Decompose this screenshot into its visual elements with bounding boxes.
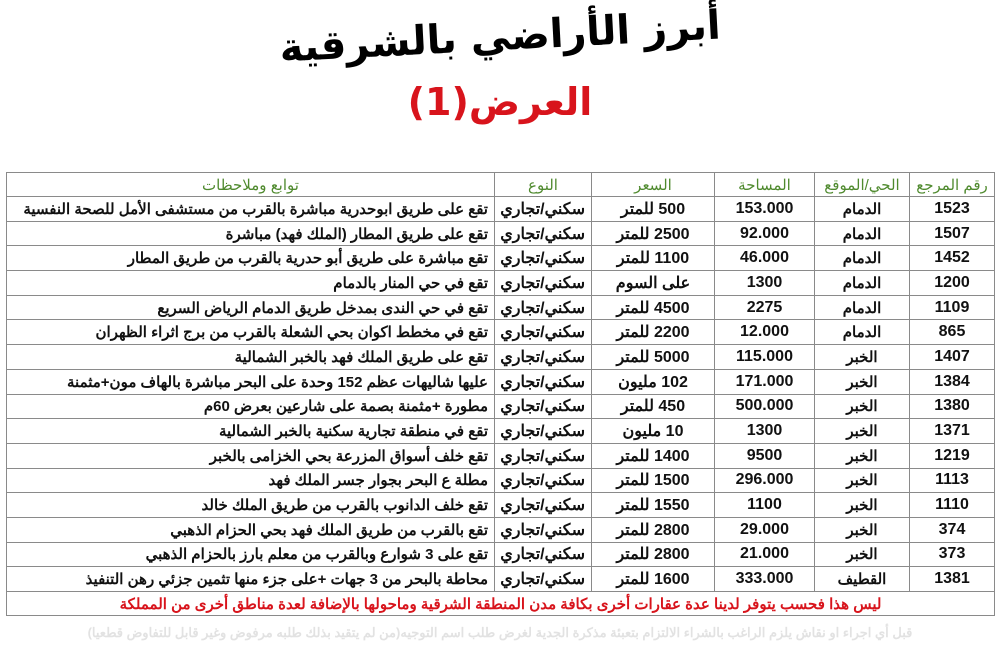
cell-type: سكني/تجاري	[495, 345, 592, 370]
cell-ref: 1384	[910, 369, 995, 394]
cell-price: 2200 للمتر	[592, 320, 715, 345]
cell-location: الدمام	[815, 295, 910, 320]
cell-notes: مطورة +مثمنة بصمة على شارعين بعرض 60م	[7, 394, 495, 419]
cell-ref: 1113	[910, 468, 995, 493]
table-row	[7, 394, 995, 419]
cell-area: 171.000	[715, 369, 815, 394]
table-row	[7, 468, 995, 493]
cell-price: 4500 للمتر	[592, 295, 715, 320]
cell-location: الدمام	[815, 221, 910, 246]
cell-ref: 1371	[910, 419, 995, 444]
cell-price: 450 للمتر	[592, 394, 715, 419]
cell-area: 115.000	[715, 345, 815, 370]
cell-location: الخبر	[815, 468, 910, 493]
cell-area: 333.000	[715, 567, 815, 592]
table-row	[7, 271, 995, 296]
cell-notes: مطلة ع البحر بجوار جسر الملك فهد	[7, 468, 495, 493]
cell-ref: 1452	[910, 246, 995, 271]
cell-price: 1600 للمتر	[592, 567, 715, 592]
cell-area: 12.000	[715, 320, 815, 345]
cell-ref: 1200	[910, 271, 995, 296]
cell-ref: 1407	[910, 345, 995, 370]
table-row	[7, 542, 995, 567]
cell-notes: تقع خلف أسواق المزرعة بحي الخزامى بالخبر	[7, 443, 495, 468]
cell-area: 46.000	[715, 246, 815, 271]
cell-type: سكني/تجاري	[495, 246, 592, 271]
cell-notes: عليها شاليهات عظم 152 وحدة على البحر مباشرة بالهاف مون+مثمنة	[7, 369, 495, 394]
table-row	[7, 295, 995, 320]
cell-location: الخبر	[815, 443, 910, 468]
header-ref: رقم المرجع	[910, 173, 995, 197]
cell-area: 21.000	[715, 542, 815, 567]
cell-type: سكني/تجاري	[495, 295, 592, 320]
cell-area: 9500	[715, 443, 815, 468]
cell-price: على السوم	[592, 271, 715, 296]
cell-notes: تقع على طريق المطار (الملك فهد) مباشرة	[7, 221, 495, 246]
cell-area: 153.000	[715, 197, 815, 222]
cell-location: الخبر	[815, 517, 910, 542]
table-row	[7, 345, 995, 370]
cell-type: سكني/تجاري	[495, 542, 592, 567]
cell-price: 5000 للمتر	[592, 345, 715, 370]
cell-location: الخبر	[815, 345, 910, 370]
table-row	[7, 493, 995, 518]
table-row	[7, 221, 995, 246]
cell-location: الخبر	[815, 493, 910, 518]
cell-price: 1550 للمتر	[592, 493, 715, 518]
cell-area: 92.000	[715, 221, 815, 246]
cell-ref: 1219	[910, 443, 995, 468]
cell-type: سكني/تجاري	[495, 197, 592, 222]
land-listings-table	[6, 172, 995, 616]
cell-area: 1300	[715, 271, 815, 296]
cell-notes: تقع في حي الندى بمدخل طريق الدمام الرياض السريع	[7, 295, 495, 320]
table-row	[7, 246, 995, 271]
table-row	[7, 320, 995, 345]
cell-type: سكني/تجاري	[495, 443, 592, 468]
cell-ref: 373	[910, 542, 995, 567]
cell-notes: تقع في منطقة تجارية سكنية بالخبر الشمالية	[7, 419, 495, 444]
cell-location: الخبر	[815, 419, 910, 444]
header-notes: توابع وملاحظات	[7, 173, 495, 197]
cell-area: 1300	[715, 419, 815, 444]
cell-notes: تقع خلف الدانوب بالقرب من طريق الملك خالد	[7, 493, 495, 518]
cell-type: سكني/تجاري	[495, 320, 592, 345]
cell-price: 2500 للمتر	[592, 221, 715, 246]
table-row	[7, 517, 995, 542]
cell-notes: تقع بالقرب من طريق الملك فهد بحي الحزام الذهبي	[7, 517, 495, 542]
cell-price: 500 للمتر	[592, 197, 715, 222]
cell-type: سكني/تجاري	[495, 567, 592, 592]
cell-area: 29.000	[715, 517, 815, 542]
cell-notes: تقع مباشرة على طريق أبو حدرية بالقرب من طريق المطار	[7, 246, 495, 271]
cell-area: 500.000	[715, 394, 815, 419]
cell-location: الخبر	[815, 542, 910, 567]
cell-ref: 374	[910, 517, 995, 542]
table-row	[7, 567, 995, 592]
note-row	[7, 592, 995, 616]
cell-ref: 1110	[910, 493, 995, 518]
table-row	[7, 419, 995, 444]
cell-notes: تقع في مخطط اكوان بحي الشعلة بالقرب من برج اثراء الظهران	[7, 320, 495, 345]
cell-notes: تقع على 3 شوارع وبالقرب من معلم بارز بالحزام الذهبي	[7, 542, 495, 567]
cell-notes: تقع على طريق ابوحدرية مباشرة بالقرب من مستشفى الأمل للصحة النفسية	[7, 197, 495, 222]
table-row	[7, 369, 995, 394]
cell-price: 1400 للمتر	[592, 443, 715, 468]
cell-location: الدمام	[815, 246, 910, 271]
cell-type: سكني/تجاري	[495, 394, 592, 419]
offer-subtitle: العرض(1)	[407, 80, 593, 124]
cell-area: 1100	[715, 493, 815, 518]
table-row	[7, 197, 995, 222]
cell-area: 2275	[715, 295, 815, 320]
cell-ref: 1380	[910, 394, 995, 419]
cell-notes: تقع على طريق الملك فهد بالخبر الشمالية	[7, 345, 495, 370]
header-type: النوع	[495, 173, 592, 197]
cell-type: سكني/تجاري	[495, 369, 592, 394]
availability-note: ليس هذا فحسب يتوفر لدينا عدة عقارات أخرى بكافة مدن المنطقة الشرقية وماحولها بالإضافة لعدة مناطق أخرى من المملكة	[7, 592, 995, 616]
cell-price: 1100 للمتر	[592, 246, 715, 271]
cell-notes: تقع في حي المنار بالدمام	[7, 271, 495, 296]
cell-type: سكني/تجاري	[495, 468, 592, 493]
header-price: السعر	[592, 173, 715, 197]
cell-location: الدمام	[815, 197, 910, 222]
cell-location: الخبر	[815, 394, 910, 419]
cell-price: 2800 للمتر	[592, 542, 715, 567]
cell-type: سكني/تجاري	[495, 517, 592, 542]
page-title: أبرز الأراضي بالشرقية	[278, 2, 722, 72]
cell-area: 296.000	[715, 468, 815, 493]
cell-type: سكني/تجاري	[495, 271, 592, 296]
cell-location: القطيف	[815, 567, 910, 592]
header-area: المساحة	[715, 173, 815, 197]
cell-price: 2800 للمتر	[592, 517, 715, 542]
header-location: الحي/الموقع	[815, 173, 910, 197]
cell-ref: 1109	[910, 295, 995, 320]
table-header-row	[7, 173, 995, 197]
cell-ref: 1523	[910, 197, 995, 222]
cell-ref: 865	[910, 320, 995, 345]
cell-ref: 1507	[910, 221, 995, 246]
cell-location: الدمام	[815, 320, 910, 345]
cell-type: سكني/تجاري	[495, 419, 592, 444]
cell-location: الخبر	[815, 369, 910, 394]
cell-notes: محاطة بالبحر من 3 جهات +على جزء منها تثمين جزئي رهن التنفيذ	[7, 567, 495, 592]
footer-disclaimer: قبل أي اجراء او نقاش يلزم الراغب بالشراء الالتزام بتعبئة مذكرة الجدية لغرض طلب اسم التوجيه(من لم يتقيد بذلك طلبه مرفوض وغير قابل للتفاوض قطعيا)	[87, 625, 913, 640]
cell-price: 10 مليون	[592, 419, 715, 444]
cell-location: الدمام	[815, 271, 910, 296]
cell-type: سكني/تجاري	[495, 493, 592, 518]
cell-ref: 1381	[910, 567, 995, 592]
cell-type: سكني/تجاري	[495, 221, 592, 246]
cell-price: 102 مليون	[592, 369, 715, 394]
cell-price: 1500 للمتر	[592, 468, 715, 493]
table-row	[7, 443, 995, 468]
